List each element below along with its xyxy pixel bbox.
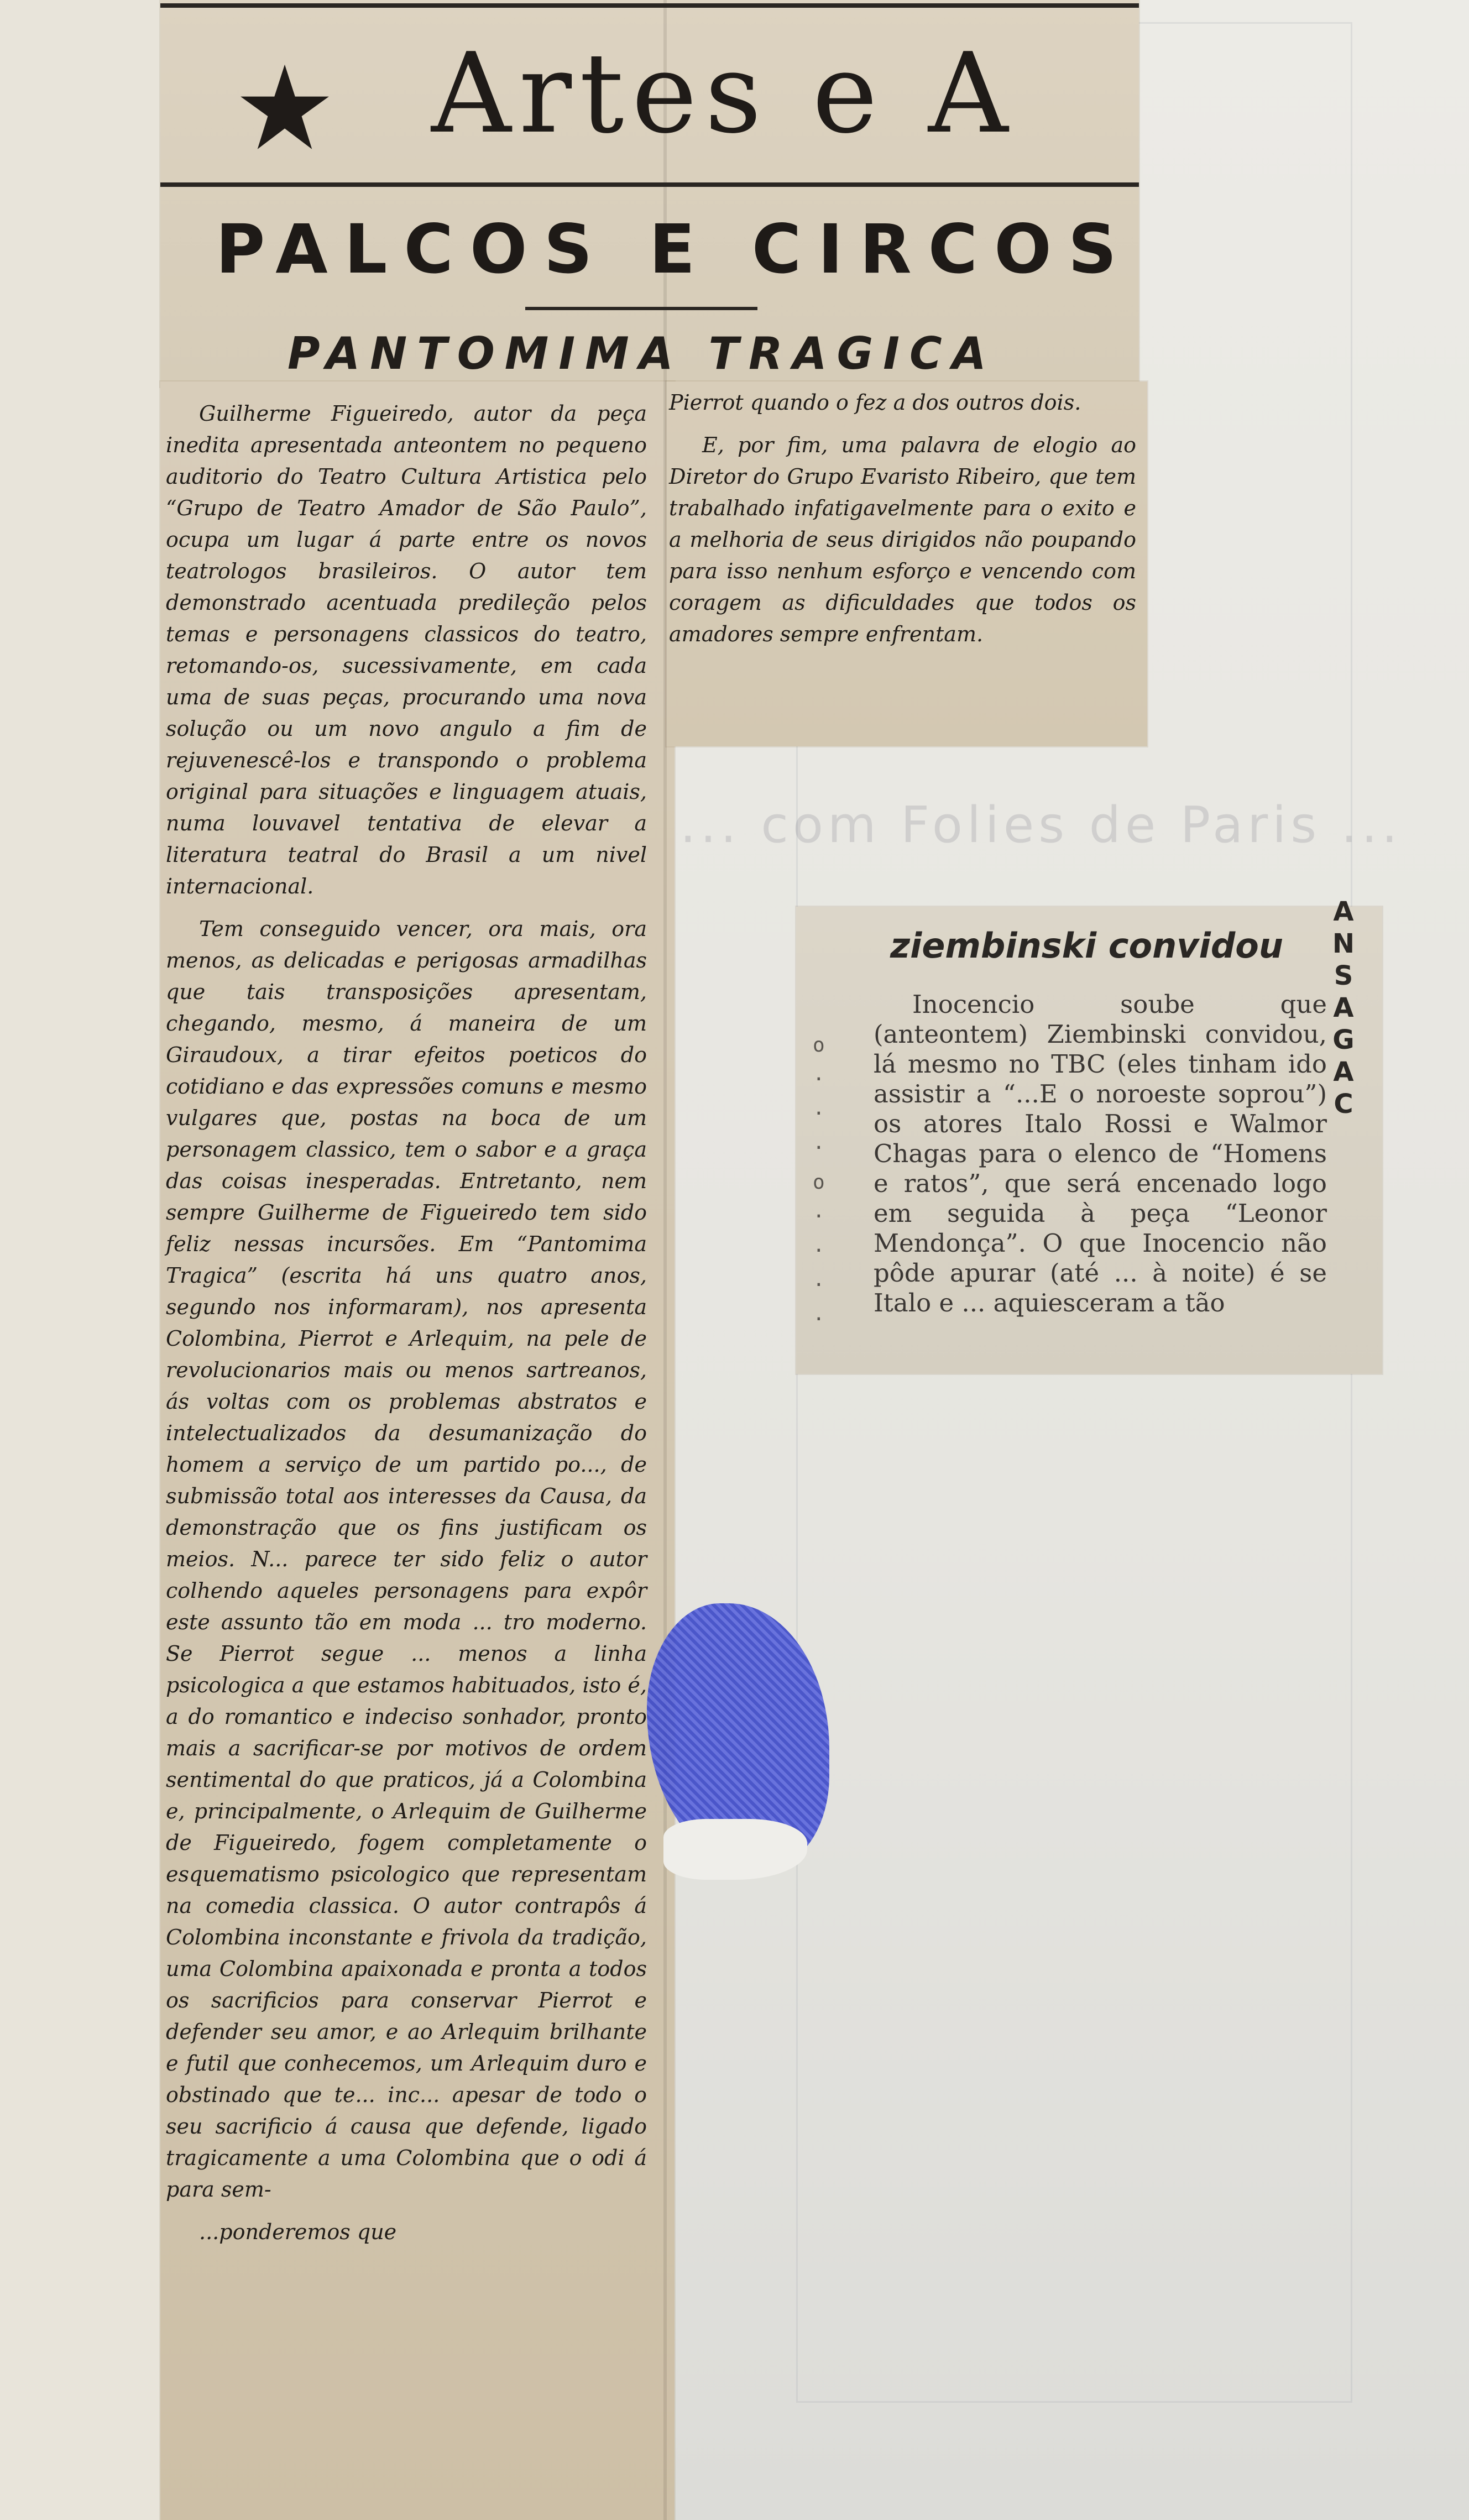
top-rule: [160, 3, 1139, 8]
article-headline: PANTOMIMA TRAGICA: [287, 328, 996, 379]
section-title: PALCOS E CIRCOS: [216, 210, 1133, 289]
star-icon: [238, 61, 332, 155]
article-paragraph: Tem conseguido vencer, ora mais, ora menos, as delicadas e perigosas armadilhas que tais transposições apresentam, chegando, mesmo, á maneira de um Giraudoux, a tirar efeitos poeticos do cotidiano e das expressões comuns e mesmo vulgares que, postas na boca de um personagem classico, tem o sabor e a graça das coisas inesperadas. Entretanto, nem sempre Guilherme de Figueiredo tem sido feliz nessas incursões. Em “Pantomima Tragica” (escrita há uns quatro anos, segundo nos informaram), nos apresenta Colombina, Pierrot e Arlequim, na pele de revolucionarios mais ou menos sartreanos, ás voltas com os problemas abstratos e intelectualizados da desumanização do homem a serviço de um partido po..., de submissão total aos interesses da Causa, da demonstração que os fins justificam os meios. N... parece ter sido feliz o autor colhendo aqueles personagens para expôr este assunto tão em moda ... tro moderno. Se Pierrot segue ... menos a linha psicologica a que estamos habituados, isto é, a do romantico e indeciso sonhador, pronto mais a sacrificar-se por motivos de ordem sentimental do que praticos, já a Colombina e, principalmente, o Arlequim de Guilherme de Figueiredo, fogem completamente o esquematismo psicologico que representam na comedia classica. O autor contrapôs á Colombina inconstante e frivola da tradição, uma Colombina apaixonada e pronta a todos os sacrificios para conservar Pierrot e defender seu amor, e ao Arlequim brilhante e futil que conhecemos, um Arlequim duro e obstinado que te... inc... apesar de todo o seu sacrificio á causa que defende, ligado tragicamente a uma Colombina que o odi á para sem-: [166, 917, 647, 2202]
bleed-through-text: ... com Folies de Paris ...: [680, 796, 1402, 854]
clipping-paragraph: Inocencio soube que (anteontem) Ziembinski convidou, lá mesmo no TBC (eles tinham ido assistir a “...E o noroeste soprou”) os atores Italo Rossi e Walmor Chagas para o elenco de “Homens e ratos”, que será encenado logo em seguida à peça “Leonor Mendonça”. O que Inocencio não pôde apurar (até ... à noite) é se Italo e ... aquiesceram a tão: [874, 990, 1327, 1317]
masthead-title: Artes e A: [431, 29, 1016, 158]
clipping-body: [874, 990, 1327, 1318]
masthead-rule: [160, 182, 1139, 187]
clipping-edge-letters: ANSAGAC: [1332, 896, 1355, 1120]
article-paragraph: E, por fim, uma palavra de elogio ao Diretor do Grupo Evaristo Ribeiro, que tem trabalhado infatigavelmente para o exito e a melhoria de seus dirigidos não poupando para isso nenhum esforço e vencendo com coragem as dificuldades que todos os amadores sempre enfrentam.: [669, 433, 1136, 646]
article-left-column: [166, 398, 647, 2248]
torn-hole: [663, 1819, 807, 1880]
clipping-edge-marks: o · · · o · · · ·: [813, 1034, 825, 1331]
article-right-column: [669, 387, 1136, 650]
article-paragraph: ...ponderemos que: [199, 2220, 397, 2244]
section-rule: [525, 307, 757, 310]
clipping-title: ziembinski convidou: [890, 926, 1284, 966]
article-paragraph: Pierrot quando o fez a dos outros dois.: [669, 390, 1081, 415]
article-paragraph: Guilherme Figueiredo, autor da peça inedita apresentada anteontem no pequeno auditorio do Teatro Cultura Artistica pelo “Grupo de Teatro Amador de São Paulo”, ocupa um lugar á parte entre os novos teatrologos brasileiros. O autor tem demonstrado acentuada predileção pelos temas e personagens classicos do teatro, retomando-os, sucessivamente, em cada uma de suas peças, procurando uma nova solução ou um novo angulo a fim de rejuvenescê-los e transpondo o problema original para situações e linguagem atuais, numa louvavel tentativa de elevar a literatura teatral do Brasil a um nivel internacional.: [166, 401, 647, 898]
